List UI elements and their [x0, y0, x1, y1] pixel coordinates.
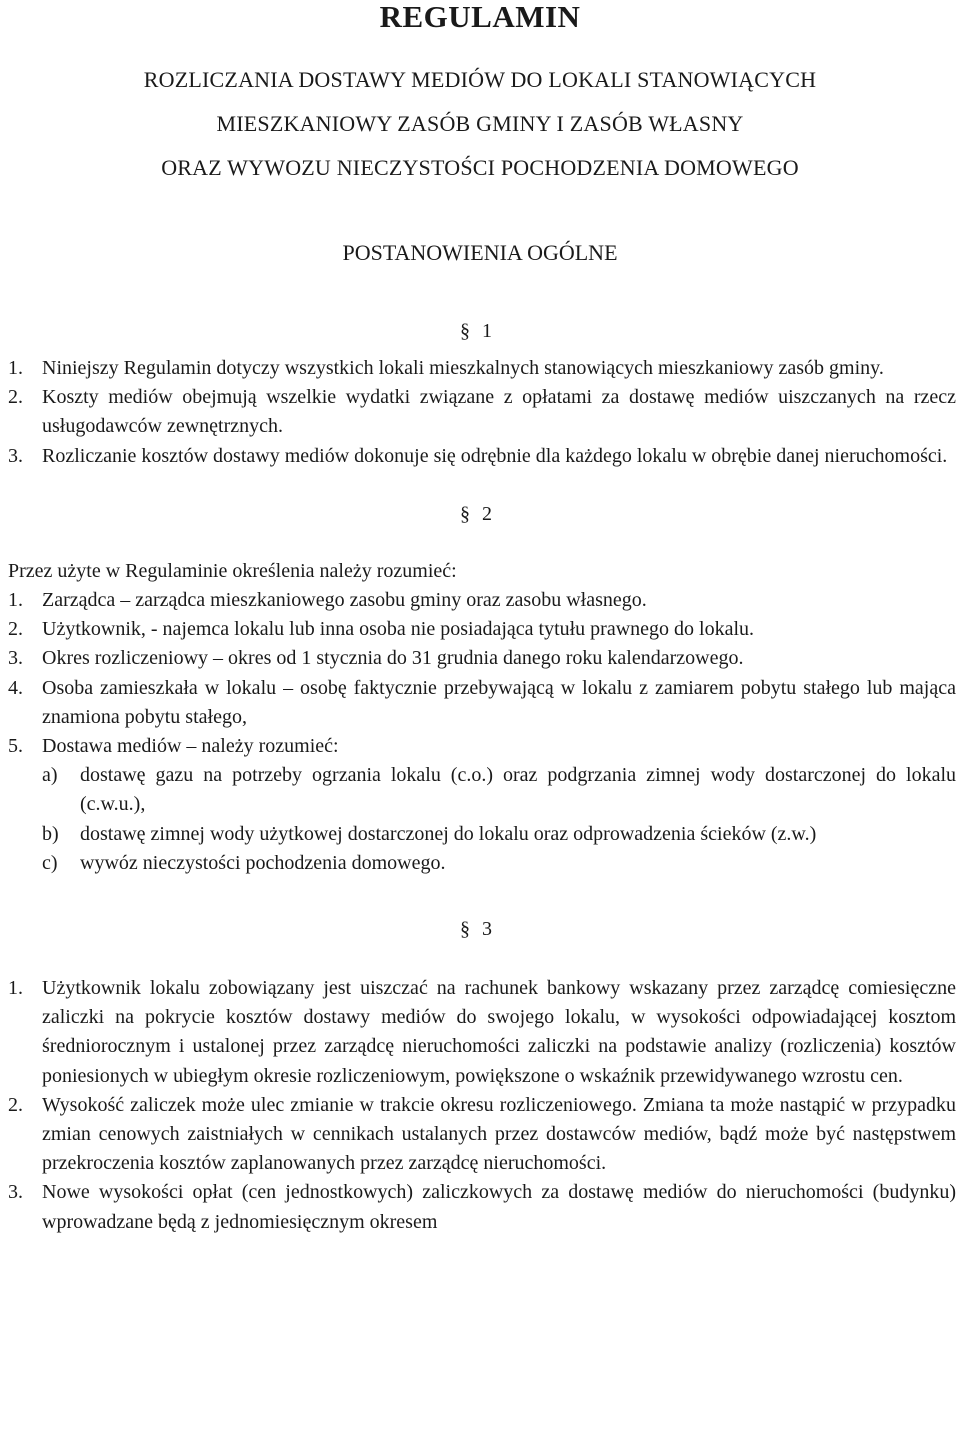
subtitle-line: ORAZ WYWOZU NIECZYSTOŚCI POCHODZENIA DOMOWEGO	[161, 155, 799, 180]
item-text: Osoba zamieszkała w lokalu – osobę faktycznie przebywającą w lokalu z zamiarem pobytu stałego lub mająca znamiona pobytu stałego,	[42, 676, 956, 728]
section-symbol: §	[460, 320, 470, 342]
section-symbol: §	[460, 918, 470, 941]
sub-item-text: dostawę zimnej wody użytkowej dostarczonej do lokalu oraz odprowadzenia ścieków (z.w.)	[80, 822, 817, 845]
item-text: Koszty mediów obejmują wszelkie wydatki związane z opłatami za dostawę mediów uiszczanych na rzecz usługodawców zewnętrznych.	[42, 386, 956, 438]
sub-list-item	[0, 761, 960, 819]
item-text: Wysokość zaliczek może ulec zmianie w trakcie okresu rozliczeniowego. Zmiana ta może nastąpić w przypadku zmian cenowych zaistniałych w cennikach ustalanych przez dostawców mediów, bądź może być następstwem przekroczenia kosztów zaplanowanych przez zarządcę nieruchomości.	[42, 1093, 956, 1175]
list-item	[0, 442, 960, 471]
item-text: Okres rozliczeniowy – okres od 1 stycznia do 31 grudnia danego roku kalendarzowego.	[42, 647, 744, 670]
document-title: REGULAMIN	[379, 0, 581, 34]
subtitle-line: MIESZKANIOWY ZASÓB GMINY I ZASÓB WŁASNY	[216, 111, 744, 136]
item-text: Dostawa mediów – należy rozumieć:	[42, 735, 339, 758]
subtitle-line: ROZLICZANIA DOSTAWY MEDIÓW DO LOKALI STANOWIĄCYCH	[143, 67, 817, 92]
document-subtitle	[0, 58, 960, 190]
list-item	[0, 1178, 960, 1236]
list-item	[0, 354, 960, 383]
item-number: 2.	[8, 1093, 23, 1116]
section-intro: Przez użyte w Regulaminie określenia należy rozumieć:	[8, 559, 457, 582]
list-item	[0, 644, 960, 673]
section-number: 1	[482, 320, 492, 342]
paragraph-mark-1	[0, 316, 960, 346]
item-text: Rozliczanie kosztów dostawy mediów dokonuje się odrębnie dla każdego lokalu w obrębie danej nieruchomości.	[42, 444, 948, 467]
list-item	[0, 383, 960, 441]
item-number: 5.	[8, 735, 23, 758]
list-item	[0, 674, 960, 732]
item-text: Niniejszy Regulamin dotyczy wszystkich lokali mieszkalnych stanowiących mieszkaniowy zasób gminy.	[42, 357, 884, 379]
item-number: 4.	[8, 676, 23, 699]
section-3-list	[0, 974, 960, 1237]
item-number: 3.	[8, 1181, 23, 1204]
item-number: 2.	[8, 386, 23, 409]
item-number: 1.	[8, 357, 23, 379]
section-symbol: §	[460, 502, 470, 525]
section-heading: POSTANOWIENIA OGÓLNE	[342, 240, 618, 265]
section-number: 2	[482, 502, 492, 525]
item-number: 3.	[8, 647, 23, 670]
sub-list-item	[0, 849, 960, 878]
item-text: Użytkownik, - najemca lokalu lub inna osoba nie posiadająca tytułu prawnego do lokalu.	[42, 618, 755, 641]
item-number: 2.	[8, 618, 23, 641]
section-2-list	[0, 586, 960, 761]
sub-item-letter: a)	[42, 764, 58, 787]
sub-item-letter: b)	[42, 822, 59, 845]
sub-item-text: dostawę gazu na potrzeby ogrzania lokalu (c.o.) oraz podgrzania zimnej wody dostarczonej do lokalu (c.w.u.),	[80, 764, 956, 816]
section-number: 3	[482, 918, 492, 941]
list-item	[0, 615, 960, 644]
item-number: 1.	[8, 589, 23, 612]
list-item	[0, 974, 960, 1091]
section-1-list	[0, 354, 960, 471]
paragraph-mark-3	[0, 914, 960, 944]
item-text: Użytkownik lokalu zobowiązany jest uiszczać na rachunek bankowy wskazany przez zarządcę comiesięczne zaliczki na pokrycie kosztów dostawy mediów do swojego lokalu, w wysokości odpowiadającej kosztom średniorocznym i ustalonej przez zarządcę nieruchomości zaliczki na podstawie analizy (rozliczenia) kosztów poniesionych w ubiegłym okresie rozliczeniowym, powiększone o wskaźnik przewidywanego wzrostu cen.	[42, 977, 956, 1087]
item-text: Zarządca – zarządca mieszkaniowego zasobu gminy oraz zasobu własnego.	[42, 589, 647, 612]
sub-item-text: wywóz nieczystości pochodzenia domowego.	[80, 851, 446, 874]
list-item	[0, 1091, 960, 1179]
sub-list-item	[0, 820, 960, 849]
list-item	[0, 586, 960, 615]
section-2-sublist	[0, 761, 960, 878]
list-item	[0, 732, 960, 761]
item-text: Nowe wysokości opłat (cen jednostkowych) zaliczkowych za dostawę mediów do nieruchomości (budynku) wprowadzane będą z jednomiesięcznym okresem	[42, 1181, 956, 1233]
sub-item-letter: c)	[42, 851, 58, 874]
paragraph-mark-2	[0, 499, 960, 529]
item-number: 1.	[8, 977, 23, 1000]
item-number: 3.	[8, 444, 23, 467]
